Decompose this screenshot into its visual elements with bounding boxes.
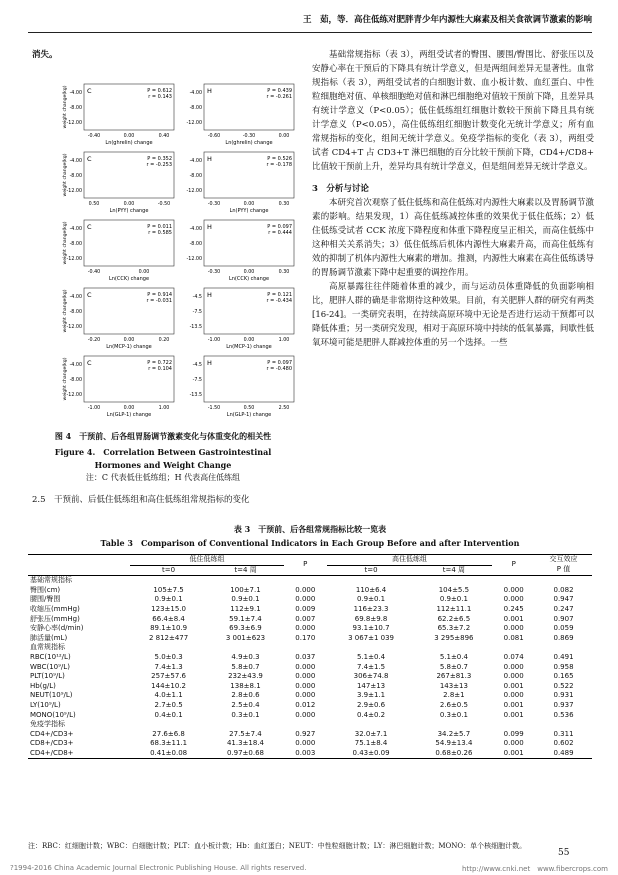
x-tick-label: 0.00 (123, 134, 135, 139)
table-cell: 267±81.3 (436, 672, 472, 681)
table-cell: 4.9±0.3 (231, 652, 260, 661)
table-cell: 232±43.9 (228, 672, 263, 681)
x-tick-label: 0.00 (138, 270, 150, 275)
table-cell: 0.007 (295, 614, 316, 623)
table-cell: 0.9±0.1 (356, 595, 386, 604)
table-cell: 62.2±6.5 (437, 614, 471, 623)
table-cell: 0.000 (295, 662, 316, 671)
panel-letter: C (87, 291, 92, 299)
x-tick-label: -0.30 (242, 134, 256, 139)
y-tick-label: -8.00 (69, 174, 82, 179)
y-axis-label: weight change(kg) (63, 357, 68, 401)
table-cell: 65.3±7.2 (437, 624, 471, 633)
footer (10, 864, 608, 872)
y-tick-label: -12.00 (186, 189, 202, 194)
table-cell: 5.8±0.7 (231, 662, 260, 671)
table-cell: 2.8±0.6 (231, 691, 260, 700)
p-value-label: P = 0.352 (147, 156, 172, 162)
table-row (28, 586, 592, 596)
left-column (32, 48, 294, 62)
p-value-label: P = 0.439 (267, 88, 292, 94)
x-axis-label: Ln(CCK) change (108, 276, 150, 282)
x-axis-label: Ln(GLP-1) change (106, 412, 152, 418)
table-cell: 66.4±8.4 (152, 614, 185, 623)
table-cell: 0.9±0.1 (231, 595, 260, 604)
y-tick-label: -4.00 (69, 91, 82, 96)
table-cell: 0.082 (553, 585, 574, 594)
panel-letter: H (207, 87, 212, 95)
r-value-label: r = 0.104 (148, 366, 172, 372)
table-cell: 7.4±1.5 (356, 662, 386, 671)
row-label: CD4+/CD3+ (30, 729, 74, 738)
page-number: 55 (558, 848, 570, 858)
table-cell: 0.074 (503, 652, 524, 661)
y-tick-label: -12.00 (186, 121, 202, 126)
table-3 (28, 554, 592, 759)
x-tick-label: -0.50 (157, 202, 171, 207)
y-tick-label: -7.5 (192, 378, 202, 383)
y-tick-label: -8.00 (69, 378, 82, 383)
panel-letter: H (207, 155, 212, 163)
x-tick-label: 1.00 (158, 406, 170, 411)
table-cell: 0.000 (503, 624, 524, 633)
table-cell: 0.000 (295, 595, 316, 604)
y-tick-label: -8.00 (189, 174, 202, 179)
table-cell: 5.1±0.4 (356, 652, 386, 661)
table-cell: 0.3±0.1 (231, 710, 260, 719)
table-cell: 41.3±18.4 (226, 739, 264, 748)
table-cell: 0.247 (553, 604, 574, 613)
table-cell: 0.937 (553, 700, 574, 709)
p-header-1: P (303, 560, 308, 569)
row-label: 舒张压(mmHg) (30, 614, 80, 623)
y-tick-label: -8.00 (69, 242, 82, 247)
x-tick-label: 0.50 (243, 406, 255, 411)
scatter-panel (180, 218, 298, 284)
footer-copyright: ?1994-2016 China Academic Journal Electronic Publishing House. All rights reserved. (10, 864, 307, 872)
paragraph-discussion-2: 高原暴露往往伴随着体重的减少，而与运动员体重降低的负面影响相比，肥胖人群的确是非常期待这种效果。目前，有关肥胖人群的研究有两类[16-24]。一类研究表明，在持续高原环境中无论是否进行运动干预都可以降低体重；另一类研究发现，相对于高原环境中持续的低氧暴露，间歇性低氧环境可能是肥胖人群减控体重的另一个选择。一些 (312, 282, 594, 348)
row-label: Hb(g/L) (30, 681, 56, 690)
y-axis-label: weight change(kg) (63, 221, 68, 265)
table-cell: 3 001±623 (225, 633, 266, 642)
table-cell: 59.1±7.4 (229, 614, 262, 623)
table-cell: 147±13 (356, 681, 386, 690)
table-row (28, 672, 592, 682)
r-value-label: r = -0.253 (146, 162, 172, 168)
x-tick-label: 0.00 (243, 270, 255, 275)
table-cell: 0.059 (553, 624, 574, 633)
table-cell: 0.4±0.1 (154, 710, 183, 719)
table-cell: 0.43±0.09 (352, 748, 390, 757)
table-row (28, 576, 592, 586)
table-cell: 0.000 (503, 691, 524, 700)
table-cell: 69.3±6.9 (229, 624, 262, 633)
x-tick-label: 2.50 (278, 406, 290, 411)
table-row (28, 615, 592, 625)
row-label: RBC(10¹²/L) (30, 652, 71, 661)
table-row (28, 663, 592, 673)
table-cell: 0.099 (503, 729, 524, 738)
scatter-panel (180, 150, 298, 216)
panel-letter: H (207, 359, 212, 367)
table-cell: 0.000 (503, 672, 524, 681)
table-cell: 0.000 (503, 595, 524, 604)
table-row (28, 595, 592, 605)
scatter-panel (60, 150, 178, 216)
scatter-panel (60, 354, 178, 420)
table-cell: 0.491 (553, 652, 574, 661)
table-cell: 2.7±0.5 (154, 700, 183, 709)
table-cell: 0.602 (553, 739, 574, 748)
x-tick-label: 0.00 (243, 338, 255, 343)
row-label: LY(10⁹/L) (30, 700, 61, 709)
table-row (28, 720, 592, 730)
y-tick-label: -4.5 (192, 295, 202, 300)
table-cell: 0.958 (553, 662, 574, 671)
table-cell: 0.009 (295, 604, 316, 613)
table-cell: 93.1±10.7 (352, 624, 390, 633)
table-cell: 0.9±0.1 (154, 595, 183, 604)
paragraph-results: 基础常规指标（表 3），两组受试者的臀围、腰围/臀围比、舒张压以及安静心率在干预后的下降具有统计学意义，但是两组间差异无显著性。血常规指标（表 3），两组受试者的白细胞计数、血小板计数、血红蛋白、中性粒细胞绝对值、单核细胞绝对值和淋巴细胞绝对值较干预前下降，且差异具有统计学意义（P<0.05）；低住低练组红细胞计数较干预前下降且具有统计学意义（P<0.05），高住低练组红细胞计数变化无统计学意义；所有血常规指标的变化，组间无统计学意义。免疫学指标的变化（表 3），两组受试者 CD4+T 占 CD3+T 淋巴细胞的百分比较干预前下降，CD4+/CD8+ 比值较干预前上升，差异均具有统计学意义，但是组间差异无统计学意义。 (312, 50, 594, 172)
table-cell: 112±9.1 (230, 604, 261, 613)
x-axis-label: Ln(CCK) change (228, 276, 270, 282)
x-tick-label: -0.60 (207, 134, 221, 139)
table-cell: 2.5±0.4 (231, 700, 260, 709)
x-tick-label: 0.00 (123, 406, 135, 411)
x-axis-label: Ln(ghrelin) change (105, 140, 153, 146)
panel-letter: H (207, 223, 212, 231)
t4-header-2: t=4 周 (442, 565, 466, 574)
table-row (28, 605, 592, 615)
y-tick-label: -4.00 (189, 227, 202, 232)
table-cell: 105±7.5 (153, 585, 184, 594)
x-tick-label: 0.30 (278, 202, 290, 207)
r-value-label: r = 0.585 (148, 230, 172, 236)
figure-caption-en-1: Figure 4. Correlation Between Gastrointestinal (54, 447, 272, 457)
p-value-label: P = 0.011 (147, 224, 172, 230)
p-value-label: P = 0.612 (147, 88, 172, 94)
p-value-label: P = 0.121 (267, 292, 292, 298)
x-axis-label: Ln(ghrelin) change (225, 140, 273, 146)
table-cell: 0.001 (503, 700, 524, 709)
table-row (28, 682, 592, 692)
table-row (28, 634, 592, 644)
table-cell: 0.245 (503, 604, 524, 613)
y-tick-label: -12.00 (66, 121, 82, 126)
x-tick-label: 0.00 (278, 134, 290, 139)
table-cell: 0.000 (295, 681, 316, 690)
figure-note: 注：C 代表低住低练组；H 代表高住低练组 (85, 473, 241, 482)
y-tick-label: -4.00 (69, 363, 82, 368)
row-label: 肺活量(mL) (30, 633, 68, 642)
table-cell: 3.9±1.1 (356, 691, 386, 700)
table-cell: 0.000 (295, 585, 316, 594)
x-tick-label: 0.50 (88, 202, 100, 207)
x-tick-label: -1.00 (207, 338, 221, 343)
figure-4-charts (60, 82, 302, 422)
table-cell: 32.0±7.1 (354, 729, 388, 738)
r-value-label: r = 0.143 (148, 94, 172, 100)
section-2-5-heading: 2.5 干预前、后低住低练组和高住低练组常规指标的变化 (32, 495, 250, 505)
table-cell: 0.165 (553, 672, 574, 681)
x-axis-label: Ln(PYY) change (229, 208, 269, 214)
table-cell: 34.2±5.7 (437, 729, 471, 738)
paragraph-discussion-1: 本研究首次观察了低住低练和高住低练对内源性大麻素以及胃肠调节激素的影响。结果发现，1）高住低练减控体重的效果优于低住低练；2）低住低练受试者 CCK 浓度下降程度和体重下降程度呈正相关，而高住低练中这种相关关系消失；3）低住低练后机体内源性大麻素升高，而高住低练有效的抑制了机体内源性大麻素的增加。推测，内源性大麻素在高住低练诱导的胃肠调节激素下降中起重要的调控作用。 (312, 198, 594, 278)
y-axis-label: weight change(kg) (63, 85, 68, 129)
interaction-p-header: P 值 (556, 565, 571, 574)
y-tick-label: -8.00 (69, 106, 82, 111)
table-cell: 100±7.1 (230, 585, 261, 594)
p-value-label: P = 0.097 (267, 360, 292, 366)
y-tick-label: -12.00 (66, 257, 82, 262)
x-tick-label: 1.00 (278, 338, 290, 343)
figure-caption-cn: 图 4 干预前、后各组胃肠调节激素变化与体重变化的相关性 (54, 431, 272, 441)
interaction-header: 交互效应 (549, 555, 578, 564)
r-value-label: r = -0.178 (266, 162, 292, 168)
x-tick-label: 0.30 (278, 270, 290, 275)
x-tick-label: -0.40 (87, 134, 101, 139)
t0-header-2: t=0 (364, 565, 378, 574)
table-cell: 2.9±0.6 (356, 700, 386, 709)
y-tick-label: -4.00 (69, 295, 82, 300)
t4-header-1: t=4 周 (234, 565, 257, 574)
table-cell: 0.41±0.08 (150, 748, 188, 757)
table-section-label: 免疫学指标 (30, 720, 65, 729)
y-tick-label: -4.00 (69, 159, 82, 164)
table-cell: 5.1±0.4 (439, 652, 468, 661)
row-label: MONO(10⁹/L) (30, 710, 76, 719)
panel-letter: C (87, 87, 92, 95)
x-axis-label: Ln(PYY) change (109, 208, 149, 214)
table-cell: 123±15.0 (151, 604, 186, 613)
x-tick-label: -0.30 (207, 202, 221, 207)
x-tick-label: 0.20 (158, 338, 170, 343)
x-tick-label: 0.00 (123, 202, 135, 207)
table-cell: 2 812±477 (148, 633, 189, 642)
t0-header-1: t=0 (162, 565, 176, 574)
row-label: 安静心率(d/min) (30, 624, 84, 633)
table-cell: 0.001 (503, 681, 524, 690)
p-header-2: P (511, 560, 516, 569)
p-value-label: P = 0.914 (147, 292, 172, 298)
scatter-panel (180, 286, 298, 352)
table-cell: 0.037 (295, 652, 316, 661)
row-label: 臀围(cm) (30, 585, 61, 594)
header-rule (28, 32, 592, 33)
table-cell: 0.001 (503, 748, 524, 757)
row-label: WBC(10⁹/L) (30, 662, 70, 671)
row-label: 腰围/臀围 (30, 595, 61, 604)
table-cell: 104±5.5 (438, 585, 470, 594)
r-value-label: r = -0.480 (266, 366, 292, 372)
table-cell: 257±57.6 (151, 672, 186, 681)
panel-letter: H (207, 291, 212, 299)
y-axis-label: weight change(kg) (63, 153, 68, 197)
p-value-label: P = 0.526 (267, 156, 292, 162)
table-note: 注：RBC：红细胞计数；WBC：白细胞计数；PLT：血小板计数；Hb：血红蛋白；NEUT：中性粒细胞计数；LY：淋巴细胞计数；MONO：单个核细胞计数。 (28, 842, 527, 850)
group2-header: 高住低练组 (327, 555, 493, 566)
table-row (28, 643, 592, 653)
table-row (28, 624, 592, 634)
y-tick-label: -12.00 (186, 257, 202, 262)
y-tick-label: -4.00 (69, 227, 82, 232)
table-cell: 143±13 (439, 681, 468, 690)
table-cell: 0.97±0.68 (226, 748, 264, 757)
table-cell: 69.8±9.8 (354, 614, 388, 623)
table-cell: 0.907 (553, 614, 574, 623)
x-tick-label: -0.20 (87, 338, 101, 343)
row-label: 收缩压(mmHg) (30, 604, 80, 613)
table-cell: 0.536 (553, 710, 574, 719)
y-tick-label: -4.00 (189, 159, 202, 164)
r-value-label: r = -0.031 (146, 298, 172, 304)
group1-header: 低住低练组 (130, 555, 284, 566)
x-tick-label: 0.00 (123, 338, 135, 343)
y-tick-label: -8.00 (189, 242, 202, 247)
table-cell: 0.081 (503, 633, 524, 642)
figure-caption-en-2: Hormones and Weight Change (94, 460, 232, 470)
table-cell: 4.0±1.1 (154, 691, 183, 700)
row-label: PLT(10⁹/L) (30, 672, 65, 681)
table-row (28, 749, 592, 759)
r-value-label: r = -0.434 (266, 298, 292, 304)
y-tick-label: -13.5 (189, 325, 202, 330)
table-cell: 0.927 (295, 729, 316, 738)
r-value-label: r = -0.261 (266, 94, 292, 100)
table-cell: 0.170 (295, 633, 316, 642)
panel-letter: C (87, 155, 92, 163)
y-tick-label: -7.5 (192, 310, 202, 315)
row-label: CD8+/CD3+ (30, 739, 74, 748)
table-cell: 306±74.8 (353, 672, 389, 681)
table-cell: 0.311 (553, 729, 574, 738)
intro-text: 消失。 (32, 50, 58, 60)
panel-letter: C (87, 359, 92, 367)
row-label: NEUT(10⁹/L) (30, 691, 73, 700)
table-cell: 116±23.3 (353, 604, 389, 613)
table-cell: 3 067±1 039 (348, 633, 395, 642)
scatter-panel (180, 82, 298, 148)
table-cell: 0.000 (295, 691, 316, 700)
y-tick-label: -8.00 (189, 106, 202, 111)
table-row (28, 691, 592, 701)
table-section-label: 基础常规指标 (30, 576, 72, 585)
x-tick-label: -1.00 (87, 406, 101, 411)
x-axis-label: Ln(GLP-1) change (226, 412, 272, 418)
table-cell: 0.000 (295, 739, 316, 748)
table-cell: 138±8.1 (230, 681, 261, 690)
x-tick-label: -1.50 (207, 406, 221, 411)
y-tick-label: -12.00 (66, 393, 82, 398)
table-cell: 110±6.4 (355, 585, 387, 594)
table-cell: 0.012 (295, 700, 316, 709)
table-cell: 0.003 (295, 748, 316, 757)
row-label: CD4+/CD8+ (30, 748, 74, 757)
table-cell: 7.4±1.3 (154, 662, 183, 671)
table-cell: 0.001 (503, 614, 524, 623)
table-cell: 27.5±7.4 (229, 729, 262, 738)
table-cell: 5.0±0.3 (154, 652, 183, 661)
table-cell: 2.6±0.5 (439, 700, 468, 709)
x-tick-label: -0.30 (207, 270, 221, 275)
table-cell: 0.3±0.1 (439, 710, 468, 719)
y-tick-label: -12.00 (66, 325, 82, 330)
y-tick-label: -4.5 (192, 363, 202, 368)
table-row (28, 730, 592, 740)
table-cell: 54.9±13.4 (435, 739, 473, 748)
y-tick-label: -13.5 (189, 393, 202, 398)
table-row (28, 653, 592, 663)
table-cell: 0.931 (553, 691, 574, 700)
table-cell: 0.489 (553, 748, 574, 757)
table-cell: 0.000 (295, 672, 316, 681)
p-value-label: P = 0.097 (267, 224, 292, 230)
right-column (312, 48, 594, 350)
table-row (28, 711, 592, 721)
x-axis-label: Ln(MCP-1) change (226, 344, 272, 350)
table-cell: 3 295±896 (434, 633, 474, 642)
scatter-panel (60, 286, 178, 352)
table-cell: 0.947 (553, 595, 574, 604)
table-cell: 0.68±0.26 (435, 748, 473, 757)
x-axis-label: Ln(MCP-1) change (106, 344, 152, 350)
table-cell: 0.001 (503, 710, 524, 719)
table-section-label: 血常规指标 (30, 643, 65, 652)
panel-letter: C (87, 223, 92, 231)
table-cell: 112±11.1 (436, 604, 472, 613)
table-cell: 68.3±11.1 (150, 739, 188, 748)
scatter-panel (60, 218, 178, 284)
table-cell: 0.869 (553, 633, 574, 642)
table-caption-cn: 表 3 干预前、后各组常规指标比较一览表 (233, 524, 387, 534)
table-caption-en: Table 3 Comparison of Conventional Indicators in Each Group Before and after Intervention (100, 538, 520, 548)
x-tick-label: 0.40 (158, 134, 170, 139)
running-header: 王 茹，等．高住低练对肥胖青少年内源性大麻素及相关食欲调节激素的影响 (302, 15, 592, 25)
table-cell: 0.000 (503, 739, 524, 748)
table-cell: 2.8±1 (443, 691, 465, 700)
y-axis-label: weight change(kg) (63, 289, 68, 333)
table-cell: 0.000 (503, 585, 524, 594)
footer-url: http://www.cnki.net www.fibercrops.com (462, 865, 608, 873)
table-cell: 0.000 (503, 662, 524, 671)
table-row (28, 739, 592, 749)
table-cell: 0.000 (295, 624, 316, 633)
scatter-panel (180, 354, 298, 420)
table-cell: 89.1±10.9 (150, 624, 188, 633)
table-cell: 0.9±0.1 (439, 595, 468, 604)
x-tick-label: -0.40 (87, 270, 101, 275)
y-tick-label: -12.00 (66, 189, 82, 194)
p-value-label: P = 0.722 (147, 360, 172, 366)
section-3-heading: 3 分析与讨论 (312, 184, 369, 194)
y-tick-label: -4.00 (189, 91, 202, 96)
x-tick-label: 0.00 (243, 202, 255, 207)
table-cell: 0.000 (295, 710, 316, 719)
table-cell: 0.4±0.2 (356, 710, 386, 719)
table-cell: 75.1±8.4 (354, 739, 388, 748)
table-cell: 0.522 (553, 681, 574, 690)
table-cell: 27.6±6.8 (152, 729, 185, 738)
table-cell: 144±10.2 (151, 681, 186, 690)
scatter-panel (60, 82, 178, 148)
table-row (28, 701, 592, 711)
y-tick-label: -8.00 (69, 310, 82, 315)
table-cell: 5.8±0.7 (439, 662, 468, 671)
r-value-label: r = 0.444 (268, 230, 292, 236)
